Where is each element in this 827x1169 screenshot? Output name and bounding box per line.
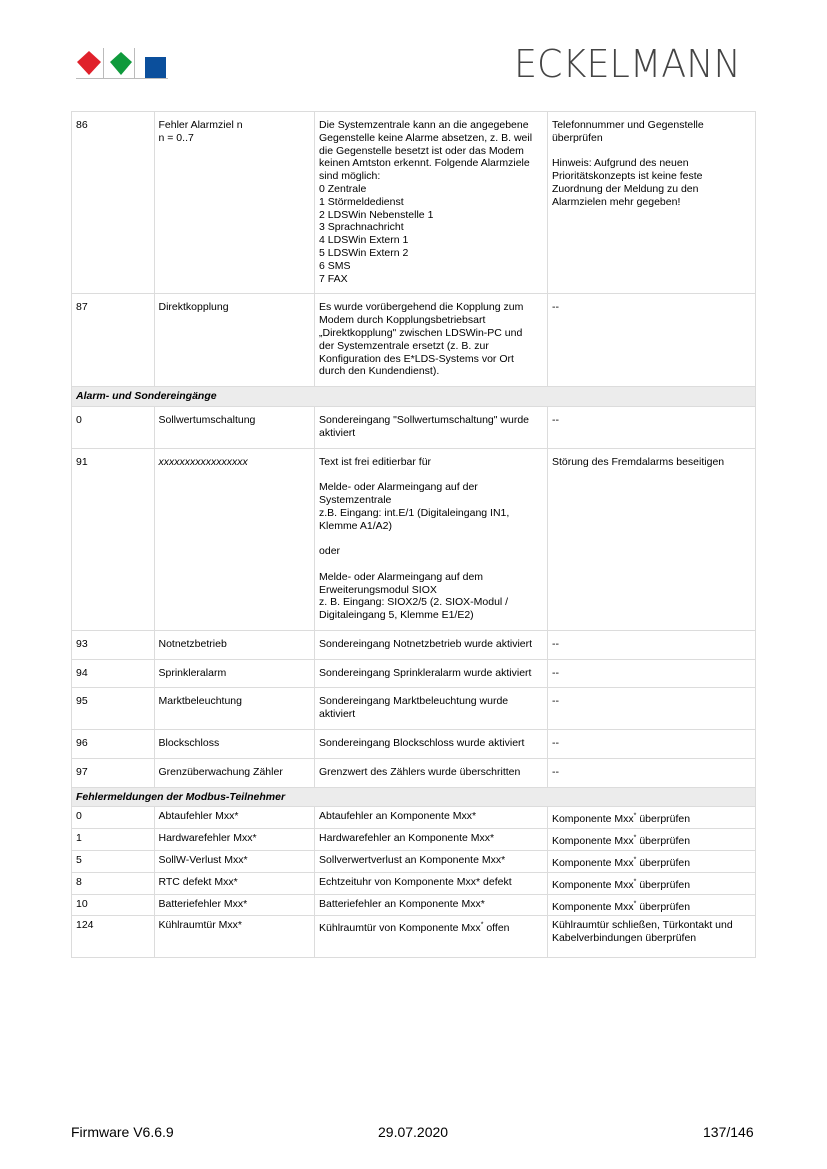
message-description bbox=[315, 112, 548, 294]
message-name bbox=[154, 659, 315, 688]
table-row bbox=[72, 406, 756, 448]
message-action bbox=[547, 688, 755, 730]
message-table bbox=[71, 111, 756, 958]
cell-line: Die Systemzentrale kann an die angegebene bbox=[319, 119, 529, 131]
logo-red-diamond bbox=[77, 51, 101, 75]
cell-line: „Direktkopplung" zwischen LDSWin-PC und bbox=[319, 326, 523, 339]
table-row bbox=[72, 807, 756, 829]
message-name bbox=[154, 688, 315, 730]
message-code: 87 bbox=[72, 294, 155, 387]
cell-line: Kabelverbindungen überprüfen bbox=[551, 932, 697, 945]
message-action bbox=[547, 448, 755, 630]
cell-line: Direktkopplung bbox=[158, 301, 229, 314]
message-name: Batteriefehler Mxx* bbox=[154, 894, 315, 916]
message-description: Batteriefehler an Komponente Mxx* bbox=[315, 894, 548, 916]
cell-line: z.B. Eingang: int.E/1 (Digitaleingang IN1, bbox=[319, 506, 510, 519]
message-description bbox=[315, 630, 548, 659]
cell-line: Text ist frei editierbar für bbox=[319, 455, 432, 468]
message-action bbox=[547, 829, 755, 851]
cell-line: Systemzentrale bbox=[319, 493, 392, 506]
cell-line: keinen Amtston erkennt. Folgende Alarmziele bbox=[319, 157, 530, 170]
cell-line: -- bbox=[551, 737, 559, 750]
cell-line: z. B. Eingang: SIOX2/5 (2. SIOX-Modul / bbox=[319, 596, 509, 609]
cell-text: * bbox=[480, 921, 484, 929]
message-code: 97 bbox=[72, 758, 155, 787]
message-description bbox=[315, 294, 548, 387]
cell-line: Telefonnummer und Gegenstelle bbox=[551, 119, 704, 131]
message-action bbox=[547, 916, 755, 958]
cell-text: überprüfen bbox=[636, 900, 691, 913]
message-action bbox=[547, 406, 755, 448]
message-code: 94 bbox=[72, 659, 155, 688]
message-description bbox=[315, 730, 548, 759]
cell-line: n = 0..7 bbox=[158, 131, 194, 144]
footer-version: Firmware V6.6.9 bbox=[71, 1124, 174, 1140]
table-row bbox=[72, 851, 756, 873]
message-code: 0 bbox=[72, 406, 155, 448]
cell-line: Modem durch Kopplungsbetriebsart bbox=[319, 314, 486, 327]
cell-line: Melde- oder Alarmeingang auf der bbox=[319, 481, 478, 494]
message-action bbox=[547, 294, 755, 387]
cell-line: Erweiterungsmodul SIOX bbox=[319, 583, 437, 596]
cell-text: überprüfen bbox=[636, 878, 691, 891]
message-description: Echtzeituhr von Komponente Mxx* defekt bbox=[315, 872, 548, 894]
cell-line: sind möglich: bbox=[319, 170, 381, 183]
message-name: SollW-Verlust Mxx* bbox=[154, 851, 315, 873]
cell-line: Grenzwert des Zählers wurde überschritten bbox=[319, 765, 521, 778]
message-action bbox=[547, 851, 755, 873]
cell-line: oder bbox=[319, 545, 341, 558]
cell-text: * bbox=[633, 812, 637, 820]
cell-line: Prioritätskonzepts ist keine feste bbox=[551, 170, 703, 183]
cell-line: -- bbox=[551, 765, 559, 778]
message-action bbox=[547, 730, 755, 759]
message-name bbox=[154, 630, 315, 659]
table-row bbox=[72, 730, 756, 759]
message-description: Abtaufehler an Komponente Mxx* bbox=[315, 807, 548, 829]
cell-line: 4 LDSWin Extern 1 bbox=[319, 234, 409, 247]
cell-line: 6 SMS bbox=[319, 259, 351, 272]
cell-line: Alarmzielen mehr gegeben! bbox=[551, 195, 681, 208]
cell-text: * bbox=[633, 834, 637, 842]
cell-line: Hinweis: Aufgrund des neuen bbox=[551, 157, 689, 170]
cell-text: überprüfen bbox=[636, 857, 691, 870]
message-action bbox=[547, 112, 755, 294]
cell-text: * bbox=[633, 900, 637, 908]
cell-text: Komponente Mxx bbox=[551, 900, 634, 913]
cell-line: 2 LDSWin Nebenstelle 1 bbox=[319, 208, 434, 221]
cell-line: 7 FAX bbox=[319, 272, 348, 285]
message-name bbox=[154, 112, 315, 294]
message-code: 96 bbox=[72, 730, 155, 759]
message-description bbox=[315, 688, 548, 730]
message-name bbox=[154, 294, 315, 387]
cell-line: die Gegenstelle besetzt ist oder das Modem bbox=[319, 144, 524, 157]
cell-text: offen bbox=[483, 922, 510, 935]
cell-line: Sondereingang Sprinkleralarm wurde aktiviert bbox=[319, 666, 532, 679]
footer-page: 137/146 bbox=[703, 1124, 754, 1140]
message-description bbox=[315, 758, 548, 787]
cell-line: Fehler Alarmziel n bbox=[158, 119, 243, 131]
cell-text: Komponente Mxx bbox=[551, 813, 634, 826]
eckelmann-logo bbox=[76, 48, 168, 80]
cell-line: -- bbox=[551, 413, 559, 426]
table-row bbox=[72, 894, 756, 916]
message-name: Abtaufehler Mxx* bbox=[154, 807, 315, 829]
cell-text: überprüfen bbox=[636, 813, 691, 826]
cell-line: durch den Kundendienst). bbox=[319, 365, 440, 378]
cell-text: Komponente Mxx bbox=[551, 857, 634, 870]
table-row bbox=[72, 630, 756, 659]
table-row bbox=[72, 872, 756, 894]
table-row bbox=[72, 448, 756, 630]
cell-line: der Systemzentrale ersetzt (z. B. zur bbox=[319, 339, 489, 352]
cell-line: Sollwertumschaltung bbox=[158, 413, 256, 426]
cell-line: 5 LDSWin Extern 2 bbox=[319, 246, 409, 259]
section-title: Alarm- und Sondereingänge bbox=[72, 387, 756, 407]
message-description bbox=[315, 448, 548, 630]
cell-text: * bbox=[633, 878, 637, 886]
cell-line: -- bbox=[551, 666, 559, 679]
cell-line: Konfiguration des E*LDS-Systems vor Ort bbox=[319, 352, 514, 365]
message-code: 91 bbox=[72, 448, 155, 630]
footer-date: 29.07.2020 bbox=[378, 1124, 449, 1140]
message-name bbox=[154, 758, 315, 787]
cell-line: Blockschloss bbox=[158, 737, 220, 750]
message-code: 86 bbox=[72, 112, 155, 294]
message-action bbox=[547, 630, 755, 659]
message-name bbox=[154, 730, 315, 759]
cell-line: -- bbox=[551, 301, 559, 314]
table-row bbox=[72, 294, 756, 387]
cell-line: Sondereingang "Sollwertumschaltung" wurde bbox=[319, 413, 530, 426]
message-code: 124 bbox=[72, 916, 155, 958]
message-code: 95 bbox=[72, 688, 155, 730]
message-action bbox=[547, 807, 755, 829]
table-row bbox=[72, 688, 756, 730]
message-code: 10 bbox=[72, 894, 155, 916]
cell-text: Komponente Mxx bbox=[551, 878, 634, 891]
cell-line: Klemme A1/A2) bbox=[319, 519, 392, 532]
cell-text: überprüfen bbox=[636, 835, 691, 848]
section-header-modbus bbox=[72, 787, 756, 807]
cell-line: 3 Sprachnachricht bbox=[319, 221, 404, 234]
message-name: Kühlraumtür Mxx* bbox=[154, 916, 315, 958]
table-row bbox=[72, 829, 756, 851]
cell-line: Gegenstelle keine Alarme absetzen, z. B. weil bbox=[319, 131, 533, 144]
message-description bbox=[315, 659, 548, 688]
cell-line: aktiviert bbox=[319, 708, 356, 721]
table-row bbox=[72, 916, 756, 958]
cell-text: * bbox=[633, 856, 637, 864]
cell-line: aktiviert bbox=[319, 426, 356, 439]
cell-line: Sprinkleralarm bbox=[158, 666, 227, 679]
message-code: 0 bbox=[72, 807, 155, 829]
cell-line: Digitaleingang 5, Klemme E1/E2) bbox=[319, 609, 474, 622]
cell-line: Störung des Fremdalarms beseitigen bbox=[551, 455, 725, 468]
cell-line: Grenzüberwachung Zähler bbox=[158, 765, 283, 778]
cell-line: 0 Zentrale bbox=[319, 182, 367, 195]
cell-line: Sondereingang Notnetzbetrieb wurde aktiviert bbox=[319, 637, 533, 650]
message-description: Sollverwertverlust an Komponente Mxx* bbox=[315, 851, 548, 873]
message-code: 8 bbox=[72, 872, 155, 894]
message-description bbox=[315, 916, 548, 958]
logo-green-diamond bbox=[110, 52, 132, 75]
table-row bbox=[72, 112, 756, 294]
cell-line: überprüfen bbox=[551, 131, 603, 144]
cell-text: Komponente Mxx bbox=[551, 835, 634, 848]
message-action bbox=[547, 894, 755, 916]
message-name bbox=[154, 448, 315, 630]
message-action bbox=[547, 758, 755, 787]
cell-line: Marktbeleuchtung bbox=[158, 695, 242, 708]
cell-line: Kühlraumtür schließen, Türkontakt und bbox=[551, 919, 733, 932]
message-name: RTC defekt Mxx* bbox=[154, 872, 315, 894]
message-description bbox=[315, 406, 548, 448]
cell-line: xxxxxxxxxxxxxxxxx bbox=[158, 455, 248, 468]
logo-blue-square bbox=[145, 57, 166, 78]
message-code: 1 bbox=[72, 829, 155, 851]
cell-line: -- bbox=[551, 637, 559, 650]
cell-text: Kühlraumtür von Komponente Mxx bbox=[319, 922, 481, 935]
cell-line: Sondereingang Marktbeleuchtung wurde bbox=[319, 695, 509, 708]
message-action bbox=[547, 872, 755, 894]
cell-line: -- bbox=[551, 695, 559, 708]
cell-line: Es wurde vorübergehend die Kopplung zum bbox=[319, 301, 524, 314]
section-header-alarm-inputs bbox=[72, 387, 756, 407]
cell-line: Notnetzbetrieb bbox=[158, 637, 227, 650]
cell-line: 1 Störmeldedienst bbox=[319, 195, 404, 208]
cell-line: Melde- oder Alarmeingang auf dem bbox=[319, 570, 484, 583]
cell-line: Zuordnung der Meldung zu den bbox=[551, 182, 699, 195]
message-code: 5 bbox=[72, 851, 155, 873]
section-title: Fehlermeldungen der Modbus-Teilnehmer bbox=[72, 787, 756, 807]
message-name bbox=[154, 406, 315, 448]
message-description: Hardwarefehler an Komponente Mxx* bbox=[315, 829, 548, 851]
cell-line: Sondereingang Blockschloss wurde aktiviert bbox=[319, 737, 525, 750]
message-action bbox=[547, 659, 755, 688]
table-row bbox=[72, 659, 756, 688]
message-name: Hardwarefehler Mxx* bbox=[154, 829, 315, 851]
table-row bbox=[72, 758, 756, 787]
brand-wordmark: ECKELMANN bbox=[514, 42, 741, 86]
message-code: 93 bbox=[72, 630, 155, 659]
